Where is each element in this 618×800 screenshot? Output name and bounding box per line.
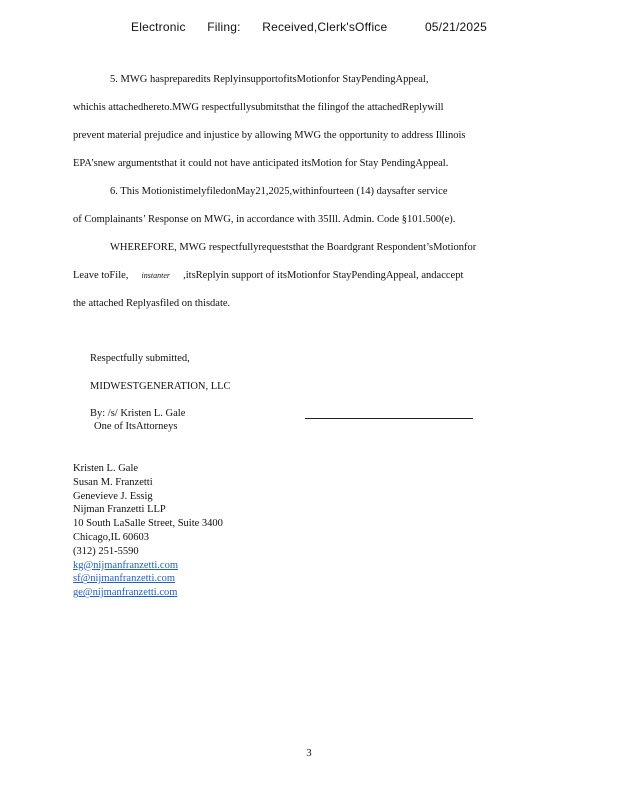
attorney-name: Susan M. Franzetti [73, 476, 153, 488]
closing-text: Respectfully submitted, [90, 353, 190, 364]
firm-name: Nijman Franzetti LLP [73, 504, 166, 516]
street-address: 10 South LaSalle Street, Suite 3400 [73, 518, 223, 530]
signature-line [305, 418, 473, 419]
attorney-name: Genevieve J. Essig [73, 490, 153, 502]
body-line: the attached Replyasfiled on thisdate. [73, 298, 231, 309]
body-line: whichis attachedhereto.MWG respectfullysubmitsthat the filingof the attachedReplywill [73, 102, 444, 113]
body-line [73, 270, 463, 281]
filing-header [0, 20, 618, 34]
body-line: 6. This MotionistimelyfiledonMay21,2025,withinfourteen (14) daysafter service [110, 186, 448, 197]
city-state-zip: Chicago,IL 60603 [73, 531, 150, 543]
body-line: WHEREFORE, MWG respectfullyrequeststhat the Boardgrant Respondent’sMotionfor [110, 242, 477, 253]
signature-role: One of ItsAttorneys [94, 421, 178, 432]
body-line-start: Leave toFile, [73, 270, 129, 281]
body-line-end: ,itsReplyin support of itsMotionfor StayPendingAppeal, andaccept [183, 270, 464, 281]
attorney-name: Kristen L. Gale [73, 463, 139, 474]
email-link[interactable]: kg@nijmanfranzetti.com [73, 559, 179, 571]
instanter-word: instanter [141, 271, 170, 280]
phone-number: (312) 251-5590 [73, 545, 139, 557]
email-link[interactable]: sf@nijmanfranzetti.com [73, 573, 176, 585]
header-received: Received,Clerk'sOffice [262, 20, 388, 34]
signature-by: By: /s/ Kristen L. Gale [90, 408, 186, 419]
header-filing: Filing: [207, 20, 241, 34]
body-line: prevent material prejudice and injustice by allowing MWG the opportunity to address Illinois [73, 130, 466, 141]
body-line: EPA’snew argumentsthat it could not have anticipated itsMotion for Stay PendingAppeal. [73, 158, 449, 169]
header-electronic: Electronic [131, 20, 186, 34]
page-number: 3 [306, 748, 312, 759]
email-link[interactable]: ge@nijmanfranzetti.com [73, 587, 178, 599]
body-line: 5. MWG haspreparedits ReplyinsupportofitsMotionfor StayPendingAppeal, [110, 74, 429, 85]
company-name: MIDWESTGENERATION, LLC [90, 381, 231, 392]
attorney-address-block [73, 462, 223, 600]
body-line: of Complainants’ Response on MWG, in accordance with 35Ill. Admin. Code §101.500(e). [73, 214, 456, 225]
header-date: 05/21/2025 [424, 20, 487, 34]
